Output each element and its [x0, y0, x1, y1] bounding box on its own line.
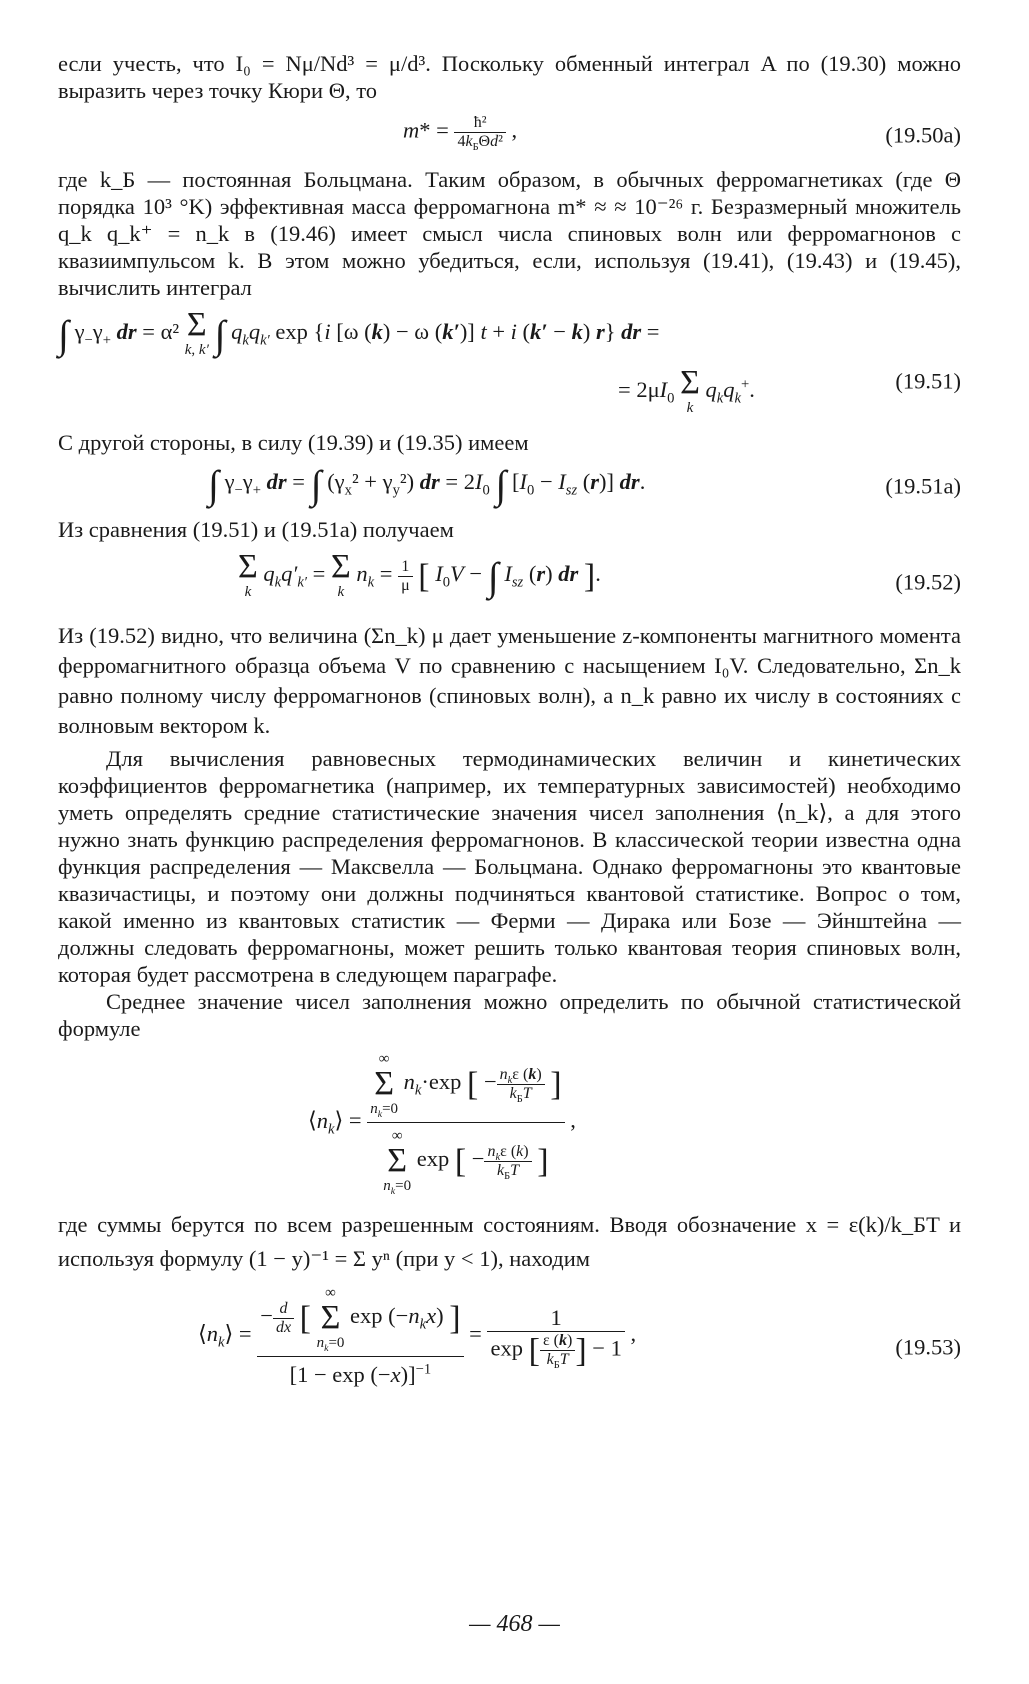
- eq-label-52: (19.52): [895, 569, 961, 595]
- p7-text: Среднее значение чисел заполнения можно определить по обычной статистической формуле: [58, 989, 961, 1041]
- eq-label-53: (19.53): [895, 1334, 961, 1360]
- p2-text: где k_Б — постоянная Больцмана. Таким образом, в обычных ферромагнетиках (где Θ порядка 10³ °K) эффективная масса ферромагнона m* ≈ ≈ 10⁻²⁶ г. Безразмерный множитель q_k q_k⁺ = n_k в (19.46) имеет смысл числа спиновых волн или ферромагнонов с квазиимпульсом k. В этом можно убедиться, если, используя (19.41), (19.43) и (19.45), вычислить интеграл: [58, 167, 961, 300]
- paragraph-7: [58, 988, 961, 1042]
- page-number: — 468 —: [469, 1611, 560, 1637]
- equation-19-50a: m* = $\frac{\text{ħ²}}{4k_Б\Theta d^2}$ , (19.50a): [403, 114, 961, 154]
- equation-19-51: ∫ $\gamma_-\gamma_+$ dr = α² Σ k, k′ ∫ $q_kq_{k'}$ exp {i [ω (k) − ω (k′)] t + i (k′ − k) r} dr = = $2\mu I_0$ Σ k $q_kq_k^+$. (19.51): [58, 306, 961, 416]
- equation-19-52: Σ k $q_kq'_{k'}$ = Σ k $n_k$ = $\frac{1}{\mu}$ [ $I_0V$ − ∫ $I_{sz}$ (r) dr ]. (19.52): [238, 548, 961, 600]
- page-body: [58, 50, 961, 1418]
- paragraph-6: [58, 745, 961, 988]
- p5-text: Из (19.52) видно, что величина (Σn_k) μ дает уменьшение z-компоненты магнитного момента ферромагнитного образца объема V по сравнению с насыщением I₀V. Следовательно, Σn_k равно полному числу ферромагнонов (спиновых волн), а n_k равно их числу в состояниях с волновым вектором k.: [58, 623, 961, 738]
- equation-19-51a: ∫ $\gamma_-\gamma_+$ dr = ∫ $(\gamma_x^2 + \gamma_y^2)$ dr = $2I_0$ ∫ [$I_0 - I_{sz}$ (r)] dr. (19.51a): [208, 462, 961, 507]
- paragraph-3: [58, 429, 961, 456]
- paragraph-1: [58, 50, 961, 104]
- paragraph-4: [58, 516, 961, 543]
- eq-label-51: (19.51): [895, 368, 961, 394]
- p3-text: С другой стороны, в силу (19.39) и (19.35) имеем: [58, 430, 529, 455]
- p6-text: Для вычисления равновесных термодинамических величин и кинетических коэффициентов ферромагнетика (например, их температурных зависимостей) необходимо уметь определять средние статистические значения чисел заполнения ⟨n_k⟩, а для этого нужно знать функцию распределения ферромагнонов. В классической теории известна одна функция распределения — Максвелла — Больцмана. Однако ферромагноны это квантовые квазичастицы, и поэтому они должны подчиняться квантовой статистике. Вопрос о том, какой именно из квантовых статистик — Ферми — Дирака или Бозе — Эйнштейна — должны следовать ферромагноны, может решить только квантовая теория спиновых волн, которая будет рассмотрена в следующем параграфе.: [58, 746, 961, 987]
- p4-text: Из сравнения (19.51) и (19.51a) получаем: [58, 517, 454, 542]
- paragraph-2: [58, 166, 961, 301]
- eq-label-51a: (19.51a): [885, 473, 961, 499]
- equation-mean-occupation: $⟨n_k⟩$ = ∞ Σ $n_k=0$ $n_k\cdot\exp$ [ − $\frac{n_k\varepsilon (k)}{k_БT}$ ] ∞ Σ $n_k=0$ exp [ − $\frac{n_k\varepsilon (k)}{k_БT}$ ] ,: [308, 1051, 576, 1197]
- p1-text: если учесть, что I₀ = Nμ/Nd³ = μ/d³. Поскольку обменный интеграл A по (19.30) можно выразить через точку Кюри Θ, то: [58, 51, 961, 103]
- p8-text: где суммы берутся по всем разрешенным состояниям. Вводя обозначение x = ε(k)/k_БT и используя формулу (1 − y)⁻¹ = Σ yⁿ (при y < 1), находим: [58, 1212, 961, 1271]
- paragraph-5: [58, 621, 961, 741]
- paragraph-8: [58, 1208, 961, 1276]
- eq-label-50a: (19.50a): [885, 122, 961, 148]
- equation-19-53: $⟨n_k⟩$ = − $\frac{d}{dx}$ [ ∞ Σ $n_k=0$ $\exp (-n_kx)$ ] $[1 - \exp (-x)]^{-1}$ = 1 exp [ $\frac{\varepsilon (k)}{k_БT}$ ] − 1 , (19.53): [198, 1285, 961, 1387]
